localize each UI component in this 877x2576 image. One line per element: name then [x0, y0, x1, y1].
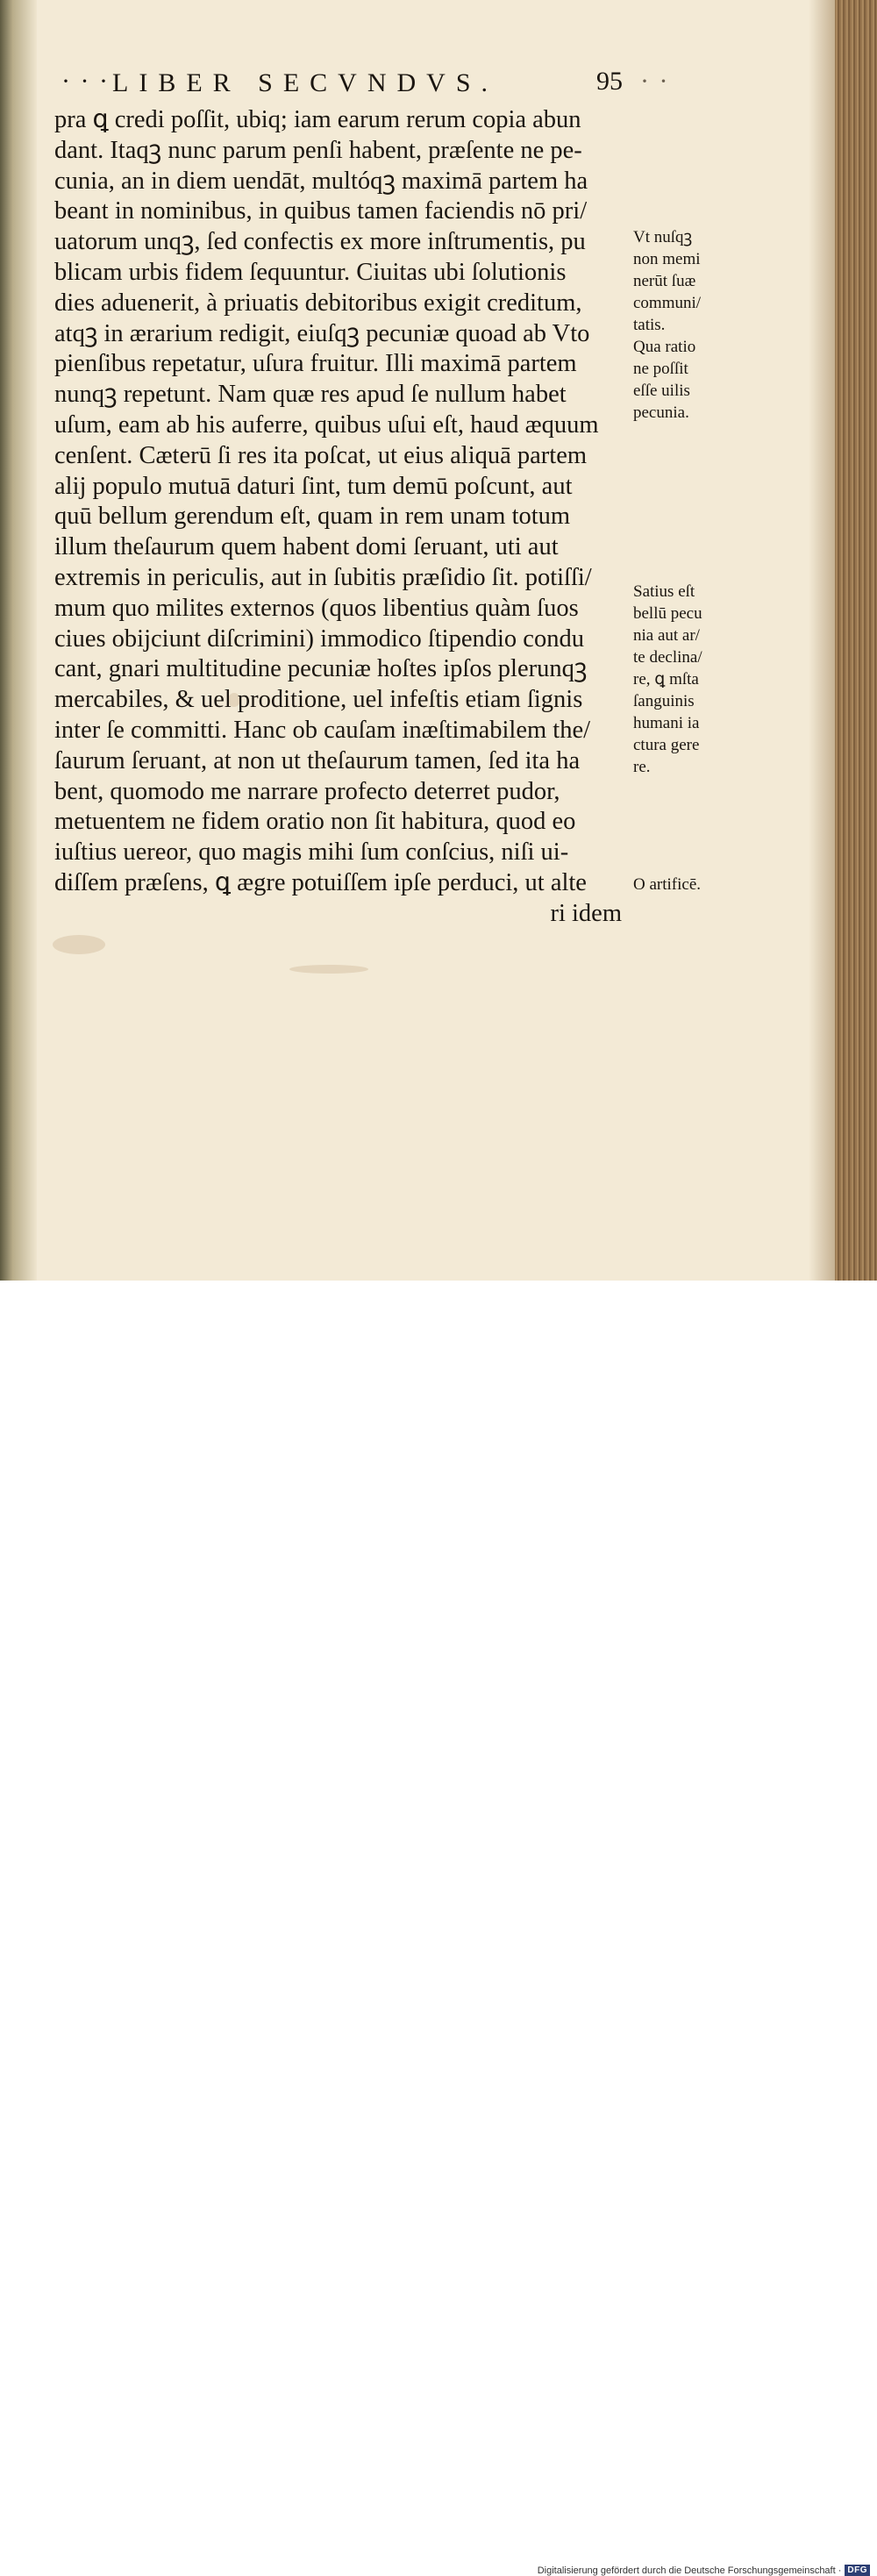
text-line: blicam urbis fidem ſequuntur. Ciuitas ubi ſolutionis: [54, 258, 567, 286]
dfg-logo-icon: DFG: [845, 2565, 870, 2576]
text-line: dant. Itaqꝫ nunc parum penſi habent, præſente ne pe-: [54, 136, 582, 164]
gutter-shadow: [0, 0, 37, 1281]
margin-line: te declina/: [633, 648, 702, 667]
text-line: iuſtius uereor, quo magis mihi ſum conſcius, niſi ui-: [54, 838, 569, 867]
text-line: ciues obijciunt diſcrimini) immodico ſtipendio condu: [54, 624, 584, 653]
text-line: inter ſe committi. Hanc ob cauſam inæſtimabilem the/: [54, 716, 591, 744]
text-line: mercabiles, & uel proditione, uel infeſtis etiam ſignis: [54, 686, 583, 714]
margin-line: bellū pecu: [633, 604, 702, 623]
text-line: quū bellum gerendum eſt, quam in rem unam totum: [54, 503, 571, 531]
marginal-note-3: [633, 874, 738, 896]
running-header: [61, 67, 675, 102]
text-line: uſum, eam ab his auferre, quibus uſui eſt, haud æquum: [54, 410, 599, 439]
text-line: dies aduenerit, à priuatis debitoribus exigit creditum,: [54, 289, 582, 317]
text-line: extremis in periculis, aut in ſubitis præſidio ſit. potiſſi/: [54, 563, 592, 591]
margin-line: Satius eſt: [633, 582, 695, 601]
margin-line: communi/: [633, 294, 702, 312]
margin-line: ſanguinis: [633, 692, 695, 710]
header-title: LIBER SECVNDVS.: [112, 68, 499, 97]
text-line: cenſent. Cæterū ſi res ita poſcat, ut eius aliquā partem: [54, 441, 588, 469]
margin-line: re.: [633, 758, 651, 776]
footer-credit: [538, 2565, 870, 2576]
text-line: pra ꝗ credi poſſit, ubiq; iam earum rerum copia abun: [54, 106, 581, 133]
text-line: cunia, an in diem uendāt, multóqꝫ maximā partem ha: [54, 167, 588, 195]
text-line: alij populo mutuā daturi ſint, tum demū poſcunt, aut: [54, 472, 573, 500]
margin-line: non memi: [633, 250, 701, 268]
viewer-footer-bar: [0, 1281, 877, 2576]
book-page-edges: [835, 0, 877, 1281]
text-line: nunqꝫ repetunt. Nam quæ res apud ſe nullum habet: [54, 381, 567, 409]
text-line: metuentem ne fidem oratio non ſit habitura, quod eo: [54, 808, 576, 836]
margin-line: tatis.: [633, 316, 666, 334]
margin-line: re, ꝗ mſta: [633, 670, 699, 689]
margin-line: Qua ratio: [633, 338, 696, 356]
text-line: pienſibus repetatur, uſura fruitur. Illi maximā partem: [54, 350, 577, 378]
text-line: illum theſaurum quem habent domi ſeruant, uti aut: [54, 533, 559, 561]
margin-line: nerūt ſuæ: [633, 272, 696, 290]
ink-stain: [289, 965, 368, 974]
margin-line: O artificē.: [633, 875, 702, 894]
ink-stain: [53, 935, 105, 954]
margin-line: ctura gere: [633, 736, 700, 754]
text-line: bent, quomodo me narrare profecto deterret pudor,: [54, 777, 560, 805]
text-line: mum quo milites externos (quos libentius quàm ſuos: [54, 594, 579, 622]
page-edge-shade: [809, 0, 835, 1281]
catchword: ri idem: [550, 899, 622, 927]
text-line: cant, gnari multitudine pecuniæ hoſtes ipſos plerunqꝫ: [54, 655, 588, 683]
margin-line: ne poſſit: [633, 360, 688, 378]
text-line: ſaurum ſeruant, at non ut theſaurum tamen, ſed ita ha: [54, 746, 581, 774]
footer-credit-text: Digitalisierung gefördert durch die Deutsche Forschungsgemeinschaft ·: [537, 2565, 842, 2576]
header-trailing-marks: · ·: [640, 67, 670, 96]
margin-line: pecunia.: [633, 403, 689, 422]
margin-line: humani ia: [633, 714, 700, 732]
margin-line: nia aut ar/: [633, 626, 700, 645]
text-line: atqꝫ in ærarium redigit, eiuſqꝫ pecuniæ quoad ab Vto: [54, 319, 590, 347]
margin-line: Vt nuſqꝫ: [633, 228, 693, 246]
text-line: beant in nominibus, in quibus tamen faciendis nō pri/: [54, 197, 588, 225]
page-number: 95: [596, 67, 623, 96]
header-leading-marks: · · ·: [61, 67, 110, 96]
text-line: diſſem præſens, ꝗ ægre potuiſſem ipſe perduci, ut alte: [54, 868, 587, 896]
main-text-block: [54, 105, 629, 930]
marginal-note-2: [633, 581, 738, 778]
margin-line: eſſe uilis: [633, 382, 690, 400]
text-line: uatorum unqꝫ, ſed confectis ex more inſtrumentis, pu: [54, 228, 586, 256]
marginal-note-1: [633, 226, 738, 424]
